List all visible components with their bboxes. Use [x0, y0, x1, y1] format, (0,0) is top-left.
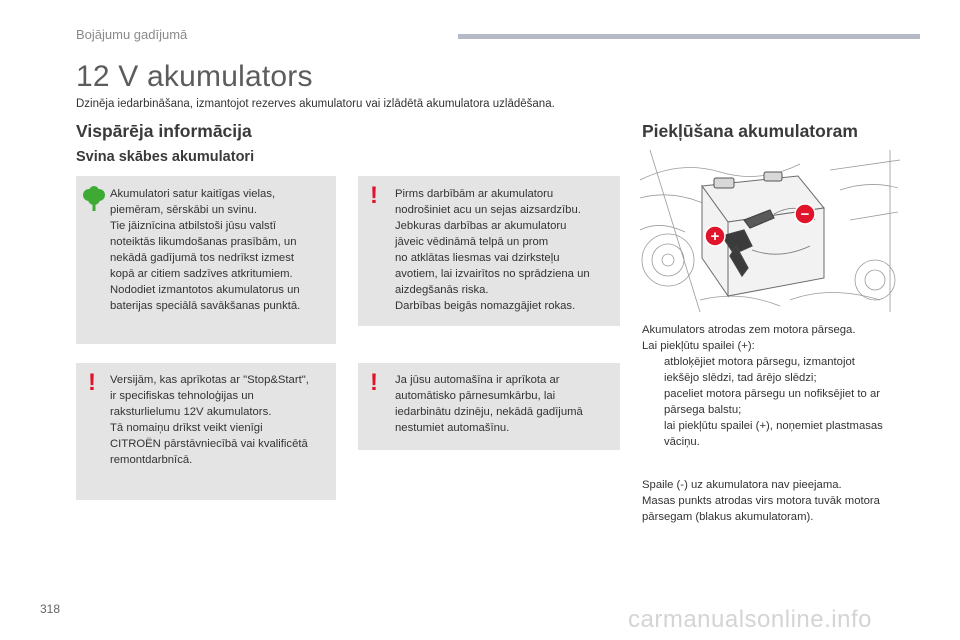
warning-box-safety [358, 176, 620, 326]
warning-icon: ! [88, 369, 96, 396]
warning-box-text: Versijām, kas aprīkotas ar "Stop&Start", ir specifiskas tehnoloģijas un raksturlielumu 12V akumulators. Tā nomaiņu drīkst veikt vienīgi CITROËN pārstāvniecībā vai kvalificētā remontdarbnīcā. [110, 374, 309, 466]
info-box-recycling [76, 176, 336, 344]
page-title: 12 V akumulators [76, 60, 313, 93]
svg-text:+: + [710, 228, 720, 245]
warning-box-stop-start [76, 363, 336, 500]
page-number: 318 [40, 602, 61, 616]
warning-box-automatic [358, 363, 620, 450]
right-heading: Piekļūšana akumulatoram [642, 121, 858, 141]
header-bar [458, 34, 920, 39]
eco-tree-icon [82, 186, 106, 212]
left-subheading: Svina skābes akumulatori [76, 149, 255, 165]
watermark: carmanualsonline.info [628, 606, 872, 633]
ground-point-note: Spaile (-) uz akumulatora nav pieejama. Masas punkts atrodas virs motora tuvāk motora pārsegam (blakus akumulatoram). [642, 479, 880, 523]
svg-text:−: − [800, 206, 810, 223]
info-box-text: Akumulatori satur kaitīgas vielas, piemēram, sērskābi un svinu. Tie jāiznīcina atbilstoši jūsu valstī noteiktās likumdošanas prasībām, un nekādā gadījumā tos nedrīkst izmest kopā ar citiem sadzīves atkritumiem. Nododiet izmantotos akumulatorus un baterijas speciālā savākšanas punktā. [110, 188, 301, 312]
warning-box-text: Pirms darbībām ar akumulatoru nodrošiniet acu un sejas aizsardzību. Jebkuras darbības ar akumulatoru jāveic vēdināmā telpā un prom no atklātas liesmas vai dzirksteļu avotiem, lai izvairītos no sprādziena un aizdegšanās riska. Darbības beigās nomazgājiet rokas. [395, 188, 590, 312]
warning-box-text: Ja jūsu automašīna ir aprīkota ar automātisko pārnesumkārbu, lai iedarbinātu dzinēju, nekādā gadījumā nestumiet automašīnu. [395, 374, 583, 434]
left-heading: Vispārēja informācija [76, 121, 252, 141]
battery-illustration [640, 150, 902, 312]
battery-access-text: Akumulators atrodas zem motora pārsega. Lai piekļūtu spailei (+): atbloķējiet motora pārsegu, izmantojot iekšējo slēdzi, tad ārējo slēdzi; paceliet motora pārsegu un nofiksējiet to ar pārsega balstu; lai piekļūtu spailei (+), noņemiet plastmasas vāciņu. [642, 324, 883, 448]
warning-icon: ! [370, 182, 378, 209]
warning-icon: ! [370, 369, 378, 396]
page-subtitle: Dzinēja iedarbināšana, izmantojot rezerves akumulatoru vai izlādētā akumulatora uzlādēšana. [76, 98, 555, 110]
section-header: Bojājumu gadījumā [76, 27, 188, 42]
